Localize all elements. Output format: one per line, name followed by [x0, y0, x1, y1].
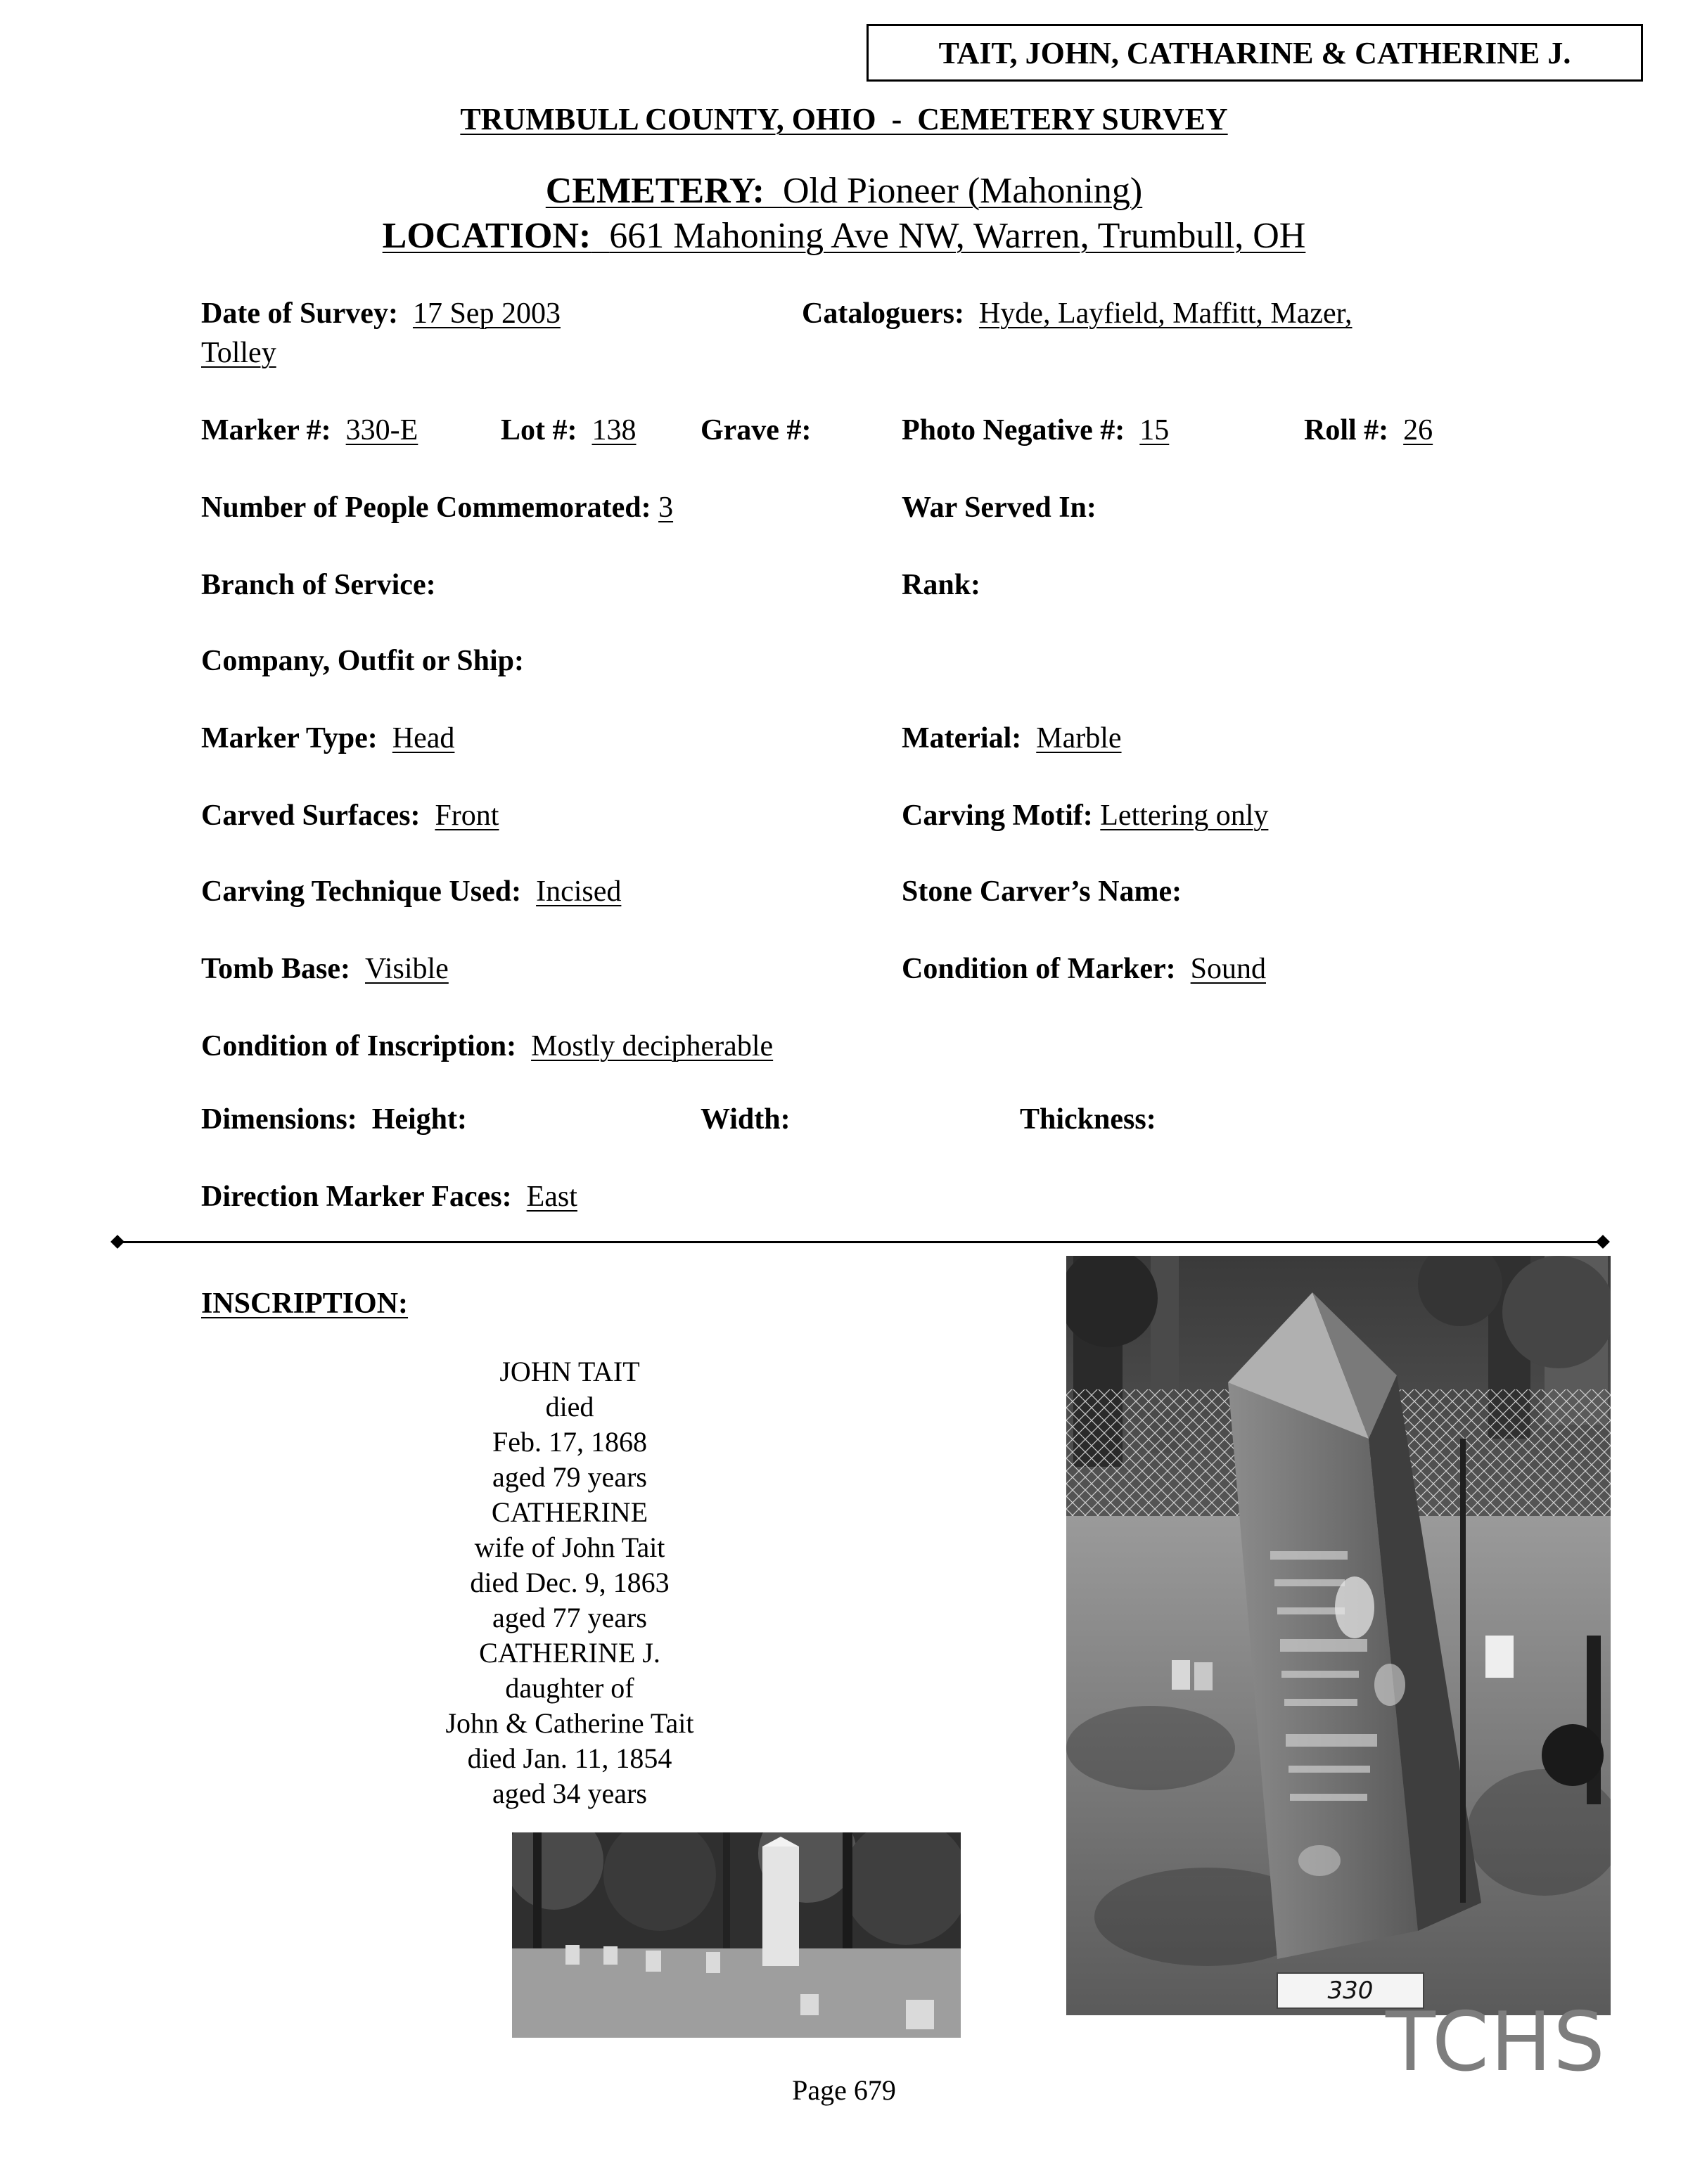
branch-of-service: [201, 567, 436, 603]
photo-negative-value: 15: [1139, 414, 1170, 447]
people-value: 3: [658, 492, 674, 524]
direction-label: Direction Marker Faces:: [201, 1181, 512, 1213]
branch-label: Branch of Service:: [201, 569, 436, 601]
divider-right-diamond: [1596, 1235, 1610, 1249]
date-label: Date of Survey:: [201, 297, 398, 330]
carving-motif: [902, 797, 1268, 834]
material-value: Marble: [1036, 722, 1122, 754]
location-value: 661 Mahoning Ave NW, Warren, Trumbull, OH: [609, 216, 1306, 256]
marker-type: [201, 720, 454, 757]
condition-of-inscription: [201, 1028, 773, 1065]
cemetery-overview-photo: [512, 1832, 961, 2038]
technique-label: Carving Technique Used:: [201, 875, 522, 908]
inscription-line: daughter of: [505, 1672, 634, 1704]
cataloguers-label: Cataloguers:: [802, 297, 964, 330]
rank: [902, 567, 980, 603]
roll-label: Roll #:: [1304, 414, 1389, 447]
inscription-line: aged 34 years: [492, 1778, 647, 1809]
inscription-line: aged 77 years: [492, 1602, 647, 1633]
cataloguers: [802, 295, 1353, 332]
motif-label: Carving Motif:: [902, 799, 1093, 832]
inscription-line: CATHERINE: [491, 1496, 648, 1528]
motif-value: Lettering only: [1100, 799, 1269, 832]
people-commemorated: [201, 489, 673, 526]
carved-surfaces: [201, 797, 499, 834]
stone-carver: [902, 873, 1182, 910]
inscription-line: wife of John Tait: [474, 1531, 665, 1563]
direction-value: East: [526, 1181, 577, 1213]
grave-label: Grave #:: [701, 414, 812, 447]
location-line: [0, 214, 1688, 259]
rank-label: Rank:: [902, 569, 981, 601]
location-label: LOCATION:: [382, 216, 592, 256]
page-number: Page 679: [792, 2074, 896, 2106]
marker-label: Marker #:: [201, 414, 331, 447]
cataloguers-value: Hyde, Layfield, Maffitt, Mazer,: [978, 297, 1353, 330]
marker-number: [201, 412, 418, 449]
carved-value: Front: [435, 799, 499, 832]
war-label: War Served In:: [902, 492, 1096, 524]
inscription-line: died Dec. 9, 1863: [470, 1567, 670, 1598]
tomb-value: Visible: [365, 953, 449, 985]
roll-number: [1304, 412, 1433, 449]
material: [902, 720, 1122, 757]
people-label: Number of People Commemorated:: [201, 492, 651, 524]
width-label: Width:: [701, 1103, 791, 1136]
lot-number: [501, 412, 637, 449]
section-divider: [117, 1241, 1608, 1243]
condition-marker-label: Condition of Marker:: [902, 953, 1176, 985]
material-label: Material:: [902, 722, 1022, 754]
watermark: TCHS: [1386, 1995, 1606, 2090]
survey-title: [0, 100, 1688, 139]
height-label: Height:: [371, 1103, 468, 1136]
thickness: [1020, 1101, 1156, 1138]
lot-label: Lot #:: [501, 414, 577, 447]
direction-marker-faces: [201, 1178, 577, 1215]
inscription-heading: INSCRIPTION:: [201, 1287, 409, 1320]
photo-negative: [902, 412, 1169, 449]
technique-value: Incised: [536, 875, 622, 908]
inscription-line: died Jan. 11, 1854: [467, 1742, 672, 1774]
company-outfit: [201, 643, 524, 679]
date-value: 17 Sep 2003: [412, 297, 561, 330]
marker-value: 330-E: [345, 414, 418, 447]
inscription-line: died: [545, 1391, 594, 1422]
carving-technique: [201, 873, 621, 910]
marker-type-label: Marker Type:: [201, 722, 378, 754]
inscription-text: [380, 1354, 760, 1811]
survey-title-text: TRUMBULL COUNTY, OHIO - CEMETERY SURVEY: [460, 102, 1228, 136]
dimensions: [201, 1101, 467, 1138]
date-of-survey: [201, 295, 561, 332]
tomb-label: Tomb Base:: [201, 953, 350, 985]
roll-value: 26: [1403, 414, 1433, 447]
lot-value: 138: [592, 414, 637, 447]
carver-label: Stone Carver’s Name:: [902, 875, 1182, 908]
cataloguers-continued: [201, 335, 276, 371]
photo-negative-label: Photo Negative #:: [902, 414, 1125, 447]
overview-trees: [512, 1832, 961, 1959]
number-card-text: 330: [1327, 1977, 1374, 2005]
company-label: Company, Outfit or Ship:: [201, 645, 524, 677]
gravestone-photo: [1066, 1256, 1611, 2015]
condition-of-marker: [902, 951, 1266, 987]
grave-number: [701, 412, 811, 449]
thickness-label: Thickness:: [1020, 1103, 1156, 1136]
condition-marker-value: Sound: [1190, 953, 1266, 985]
war-served: [902, 489, 1096, 526]
cemetery-label: CEMETERY:: [545, 171, 765, 211]
name-box: TAIT, JOHN, CATHARINE & CATHERINE J.: [867, 24, 1643, 82]
tomb-base: [201, 951, 449, 987]
cemetery-value: Old Pioneer (Mahoning): [782, 171, 1143, 211]
marker-type-value: Head: [392, 722, 455, 754]
carved-label: Carved Surfaces:: [201, 799, 421, 832]
cemetery-line: [0, 169, 1688, 214]
dimensions-label: Dimensions:: [201, 1103, 357, 1136]
inscription-line: JOHN TAIT: [499, 1356, 640, 1387]
cemetery-space: [765, 171, 783, 211]
condition-inscr-label: Condition of Inscription:: [201, 1030, 517, 1062]
location-space: [591, 216, 609, 256]
inscription-line: John & Catherine Tait: [445, 1707, 694, 1739]
inscription-line: aged 79 years: [492, 1461, 647, 1493]
inscription-line: Feb. 17, 1868: [492, 1426, 647, 1458]
condition-inscr-value: Mostly decipherable: [531, 1030, 774, 1062]
width: [701, 1101, 791, 1138]
cataloguers-value-2: Tolley: [201, 337, 276, 369]
inscription-line: CATHERINE J.: [479, 1637, 660, 1669]
